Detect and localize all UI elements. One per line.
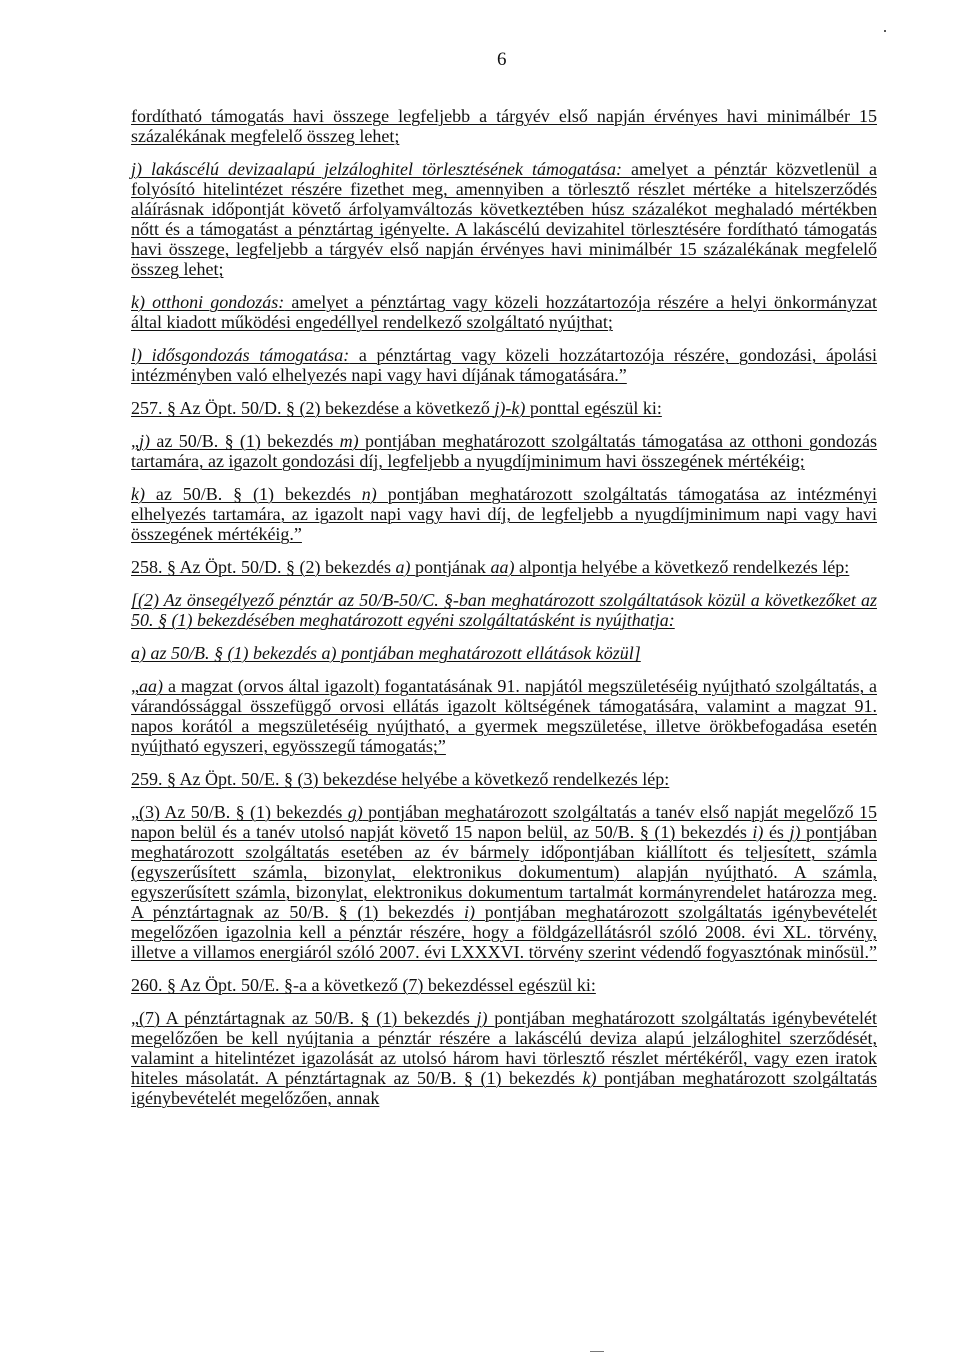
- text-segment: pontjában meghatározott szolgáltatás igénybevételét megelőzően igazolnia kell a pénztár részére, hogy a földgázellátásról szóló 2008. évi XL. törvény, illetve a villamos energiáról szóló 2007. évi LXXXVI. törvény szerint védendő fogyasztónak minősül.”: [131, 902, 877, 962]
- paragraph-p4: [131, 345, 877, 385]
- paragraph-p9: [131, 590, 877, 630]
- text-segment: pontjában meghatározott szolgáltatás támogatása az intézményi elhelyezés tartamára, az igazolt napi vagy havi díj, de legfeljebb a nyugdíjminimum napi vagy havi összegének mértékéig.”: [131, 484, 877, 544]
- document-body: [131, 106, 877, 1121]
- scan-speck: [884, 30, 886, 32]
- text-segment: a) az 50/B. § (1) bekezdés a) pontjában meghatározott ellátások közül]: [131, 643, 641, 663]
- text-segment: j): [139, 431, 150, 451]
- scan-speck: [590, 1351, 604, 1352]
- text-segment: j): [476, 1008, 488, 1028]
- page-number: 6: [497, 49, 507, 70]
- paragraph-p3: [131, 292, 877, 332]
- section-258-heading: [131, 557, 877, 577]
- paragraph-p13: [131, 802, 877, 962]
- text-segment: a magzat (orvos által igazolt) fogantatásának 91. napjától megszületéséig nyújtható szolgáltatás, a várandóssággal összefüggő orvosi ellátás igazolt költségének támogatására, valamint a magzat 91. napos korától a megszületéséig nyújtható, a gyermek megszületése, illetve örökbefogadása esetén nyújtható egyszeri, egyösszegű támogatás;”: [131, 676, 877, 756]
- text-segment: n): [361, 484, 377, 504]
- text-segment: l) idősgondozás támogatása:: [131, 345, 350, 365]
- text-segment: 259. § Az Öpt. 50/E. § (3) bekezdése helyébe a következő rendelkezés lép:: [131, 769, 670, 789]
- text-segment: j): [789, 822, 801, 842]
- paragraph-p7: [131, 484, 877, 544]
- text-segment: j)-k): [494, 398, 526, 418]
- text-segment: i): [752, 822, 764, 842]
- text-segment: az 50/B. § (1) bekezdés: [144, 484, 362, 504]
- text-segment: aa): [139, 676, 163, 696]
- text-segment: 258. § Az Öpt. 50/D. § (2) bekezdés: [131, 557, 396, 577]
- text-segment: az 50/B. § (1) bekezdés: [150, 431, 340, 451]
- text-segment: pontjában meghatározott szolgáltatás esetében az év bármely időpontjában kiállított és teljesített, számla (egyszerűsített számla, bizonylat, elektronikus dokumentum) alapján nyújtható. A számla, egyszerűsített számla, bizonylat, elektronikus dokumentum tartalmát kormányrendelet határozza meg. A pénztártagnak az 50/B. § (1) bekezdés: [131, 822, 878, 922]
- text-segment: pontjában meghatározott szolgáltatás a tanév első napját megelőző 15 napon belül és a tanév utolsó napját követő 15 napon belül, az 50/B. § (1) bekezdés: [131, 802, 877, 842]
- text-segment: és: [763, 822, 790, 842]
- paragraph-p2: [131, 159, 877, 279]
- text-segment: ponttal egészül ki:: [525, 398, 662, 418]
- text-segment: 260. § Az Öpt. 50/E. §-a a következő (7) bekezdéssel egészül ki:: [131, 975, 596, 995]
- section-259-heading: [131, 769, 877, 789]
- paragraph-p11: [131, 676, 877, 756]
- text-segment: k): [131, 484, 145, 504]
- section-260-heading: [131, 975, 877, 995]
- text-segment: pontjának: [410, 557, 491, 577]
- text-segment: amelyet a pénztártag vagy közeli hozzátartozója részére a helyi önkormányzat által kiadott működési engedéllyel rendelkező szolgáltató nyújthat;: [131, 292, 877, 332]
- text-segment: g): [347, 802, 363, 822]
- text-segment: [(2) Az önsegélyező pénztár az 50/B-50/C. §-ban meghatározott szolgáltatások közül a következőket az 50. § (1) bekezdésében meghatározott egyéni szolgáltatásként is nyújthatja:: [131, 590, 877, 630]
- text-segment: amelyet a pénztár közvetlenül a folyósító hitelintézet részére fizethet meg, amennyiben a törlesztő részlet mértéke a hitelszerződés aláírásnak időpontját követő árfolyamváltozás következtében húsz százalékot meghaladó mértékben nőtt és a támogatást a pénztártag igényelte. A lakáscélú devizahitel törlesztésére fordítható támogatás havi összege, legfeljebb a tárgyév első napján érvényes havi minimálbér 15 százalékának megfelelő összeg lehet;: [131, 159, 877, 279]
- paragraph-p15: [131, 1008, 877, 1108]
- text-segment: „: [131, 676, 139, 696]
- text-segment: „(3) Az 50/B. § (1) bekezdés: [131, 802, 348, 822]
- paragraph-p10: [131, 643, 877, 663]
- text-segment: 257. § Az Öpt. 50/D. § (2) bekezdése a következő: [131, 398, 495, 418]
- section-257-heading: [131, 398, 877, 418]
- text-segment: pontjában meghatározott szolgáltatás igénybevételét megelőzően, annak: [131, 1068, 878, 1108]
- text-segment: „(7) A pénztártagnak az 50/B. § (1) bekezdés: [131, 1008, 477, 1028]
- text-segment: a): [395, 557, 411, 577]
- text-segment: m): [339, 431, 359, 451]
- text-segment: k): [582, 1068, 597, 1088]
- text-segment: j) lakáscélú devizaalapú jelzáloghitel törlesztésének támogatása:: [131, 159, 623, 179]
- text-segment: fordítható támogatás havi összege legfeljebb a tárgyév első napján érvényes havi minimálbér 15 százalékának megfelelő összeg lehet;: [131, 106, 877, 146]
- paragraph-p1: [131, 106, 877, 146]
- text-segment: i): [463, 902, 475, 922]
- text-segment: a pénztártag vagy közeli hozzátartozója részére, gondozási, ápolási intézményben való elhelyezés napi vagy havi díjának támogatására.”: [131, 345, 878, 385]
- paragraph-p6: [131, 431, 877, 471]
- text-segment: aa): [490, 557, 515, 577]
- text-segment: k) otthoni gondozás:: [131, 292, 285, 312]
- text-segment: pontjában meghatározott szolgáltatás támogatása az otthoni gondozás tartamára, az igazolt gondozási díj, legfeljebb a nyugdíjminimum havi összegének mértékéig;: [131, 431, 878, 471]
- text-segment: „: [131, 431, 139, 451]
- text-segment: pontjában meghatározott szolgáltatás igénybevételét megelőzően be kell nyújtania a pénztár részére a lakáscélú deviza alapú jelzáloghitel szerződését, valamint a hitelintézet igazolását az utolsó három havi törlesztő részlet mértékéről, vagy ezen iratok hiteles másolatát. A pénztártagnak az 50/B. § (1) bekezdés: [131, 1008, 877, 1088]
- text-segment: alpontja helyébe a következő rendelkezés lép:: [514, 557, 850, 577]
